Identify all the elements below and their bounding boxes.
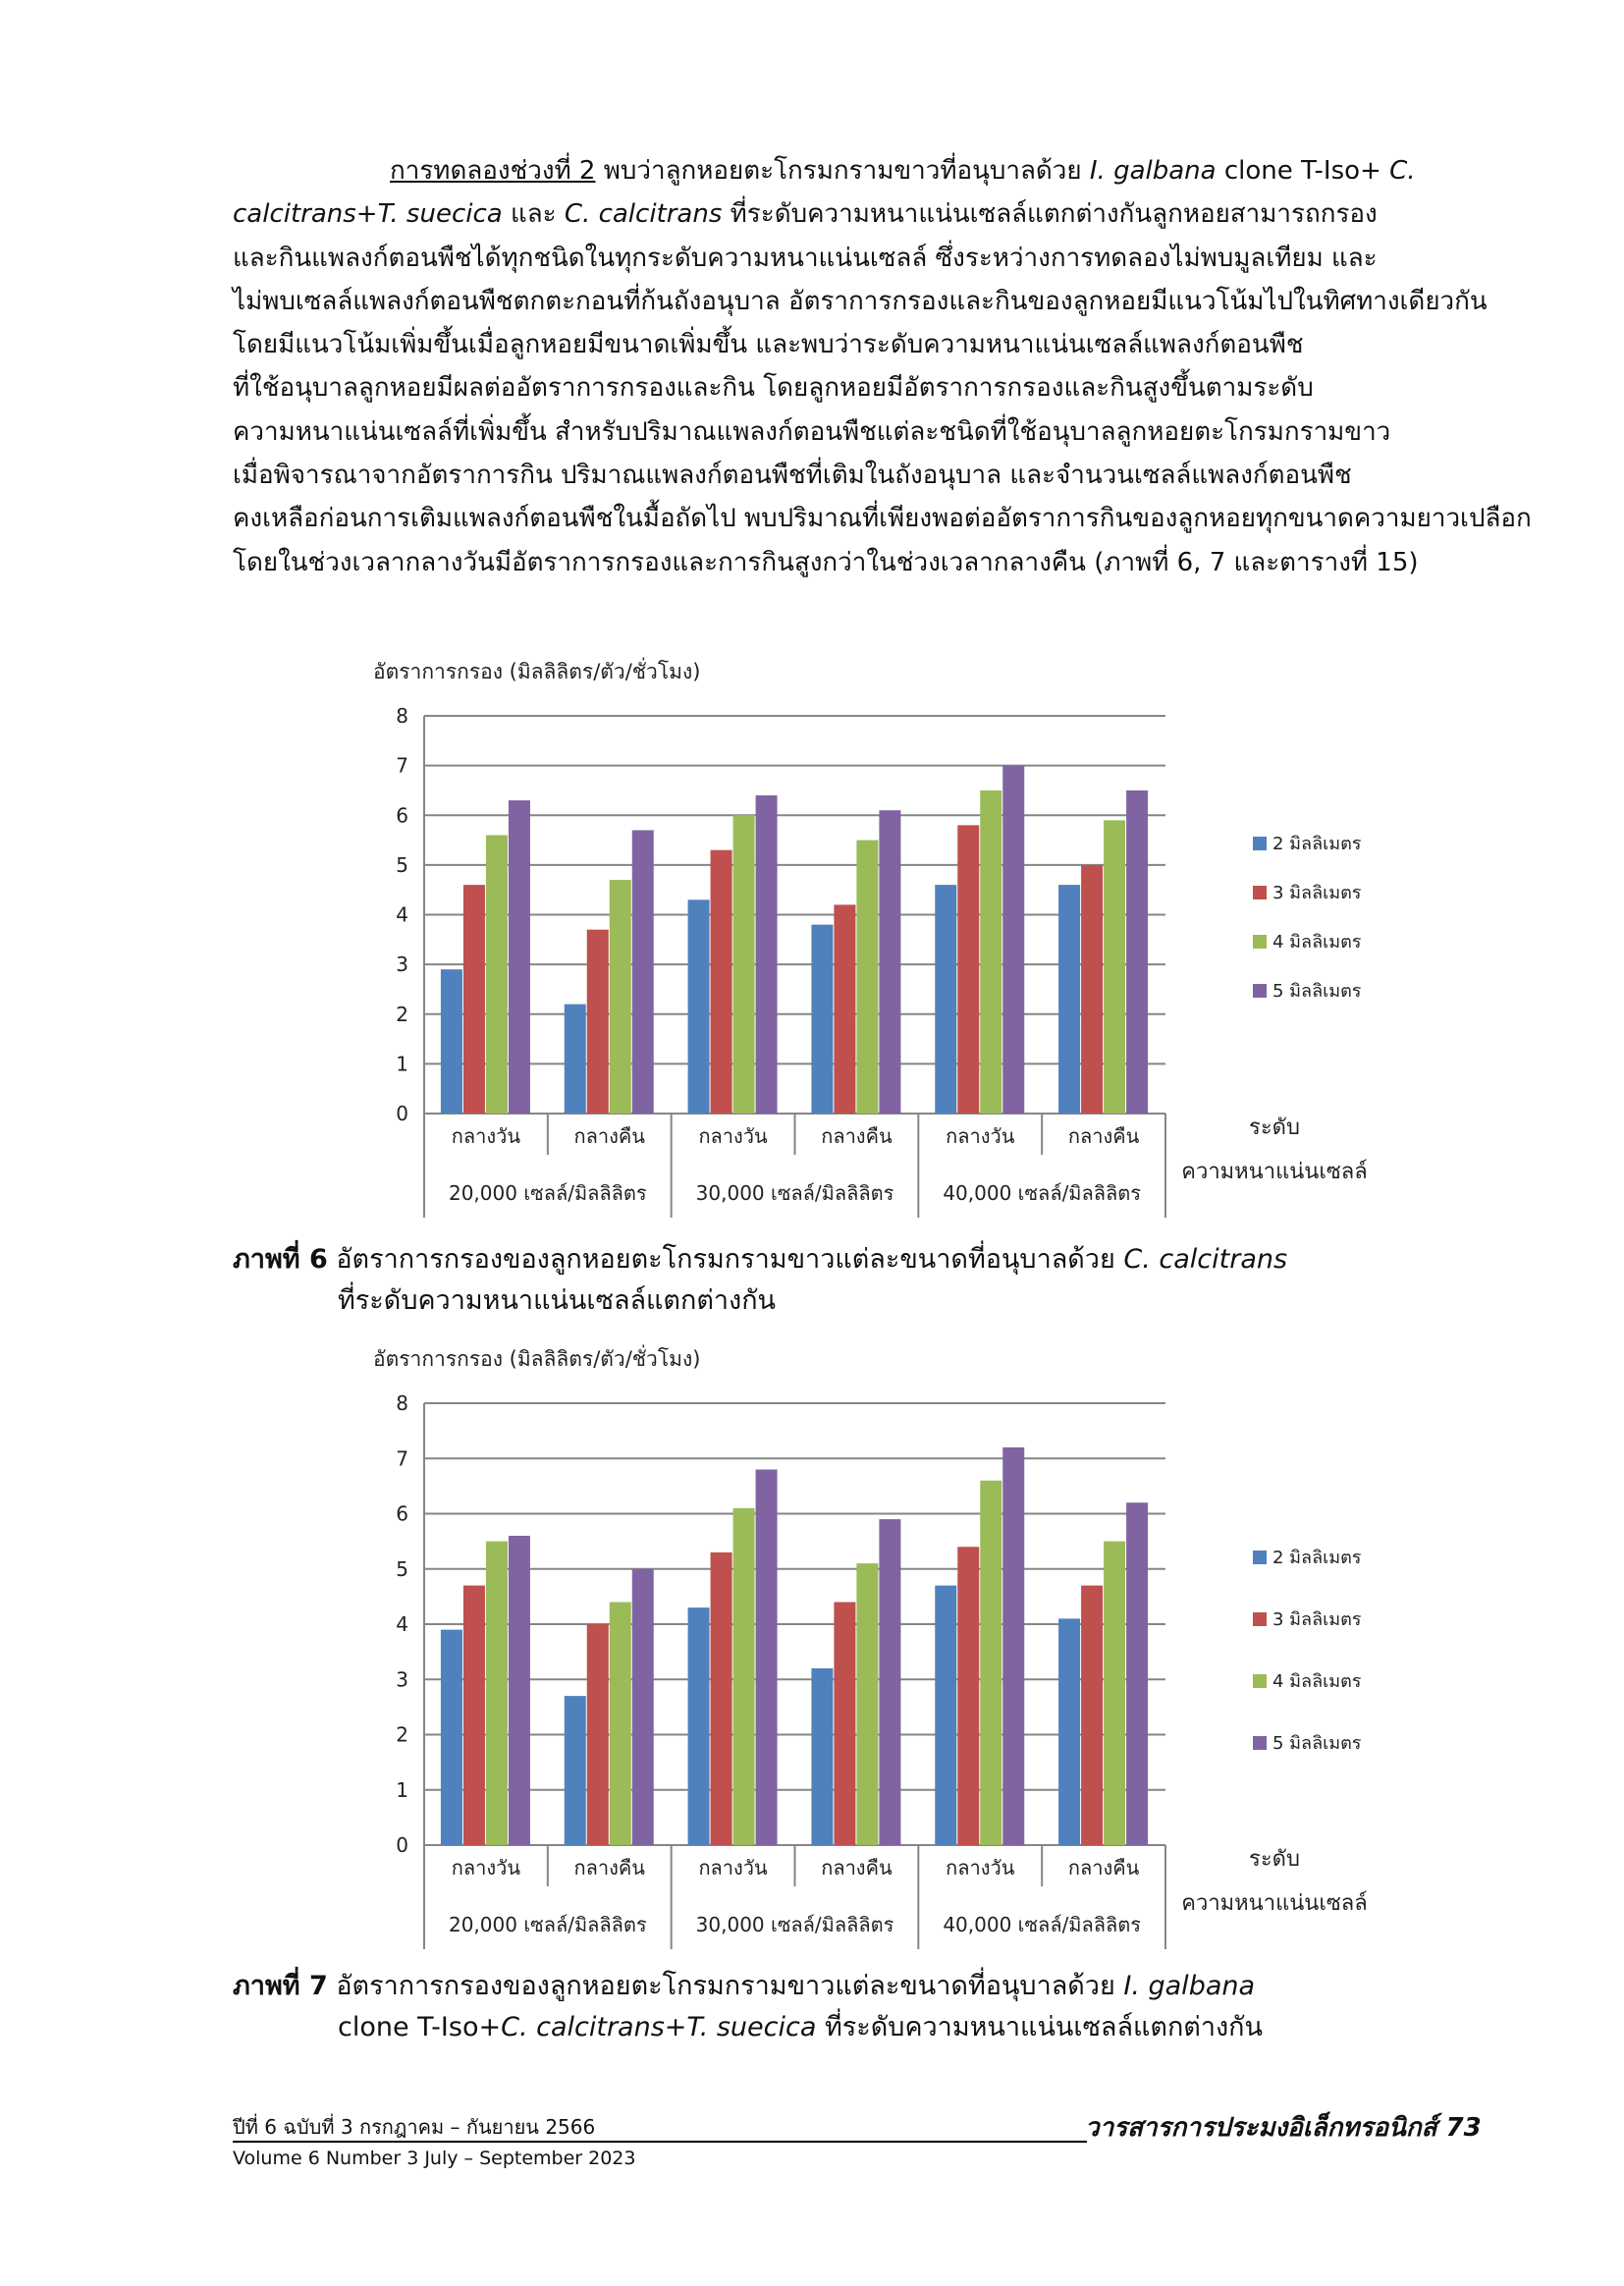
- bar: [441, 1630, 462, 1845]
- bar: [935, 885, 956, 1114]
- category-label: กลางวัน: [451, 1856, 521, 1879]
- species-name: C. calcitrans: [564, 199, 723, 230]
- paragraph-line: โดยในช่วงเวลากลางวันมีอัตราการกรองและการกินสูงกว่าในช่วงเวลากลางคืน (ภาพที่ 6, 7 และตารางที่ 15): [233, 547, 1419, 577]
- bar: [811, 1668, 833, 1845]
- paragraph-line: โดยมีแนวโน้มเพิ่มขึ้นเมื่อลูกหอยมีขนาดเพิ่มขึ้น และพบว่าระดับความหนาแน่นเซลล์แพลงก์ตอนพืช: [233, 330, 1304, 360]
- y-tick-label: 5: [396, 852, 408, 877]
- category-label: กลางคืน: [573, 1856, 645, 1879]
- legend-swatch: [1253, 1551, 1267, 1564]
- figure-6-chart: [373, 643, 1404, 1232]
- caption-line-2: [233, 2007, 1489, 2048]
- y-tick-label: 1: [396, 1777, 408, 1802]
- bar: [463, 1586, 485, 1845]
- bar: [1126, 1502, 1148, 1845]
- paragraph-text: พบว่าลูกหอยตะโกรมกรามขาวที่อนุบาลด้วย: [595, 156, 1090, 186]
- paragraph-line: ที่ใช้อนุบาลลูกหอยมีผลต่ออัตราการกรองและกิน โดยลูกหอยมีอัตราการกรองและกินสูงขึ้นตามระดับ: [233, 373, 1314, 404]
- bar-chart-svg: [373, 643, 1404, 1232]
- category-label: กลางคืน: [1067, 1856, 1140, 1879]
- bar: [587, 930, 609, 1114]
- bar: [834, 1603, 855, 1846]
- bar: [879, 810, 900, 1114]
- legend-swatch: [1253, 935, 1267, 949]
- category-label: กลางคืน: [821, 1124, 893, 1148]
- bar: [1126, 790, 1148, 1114]
- y-tick-label: 4: [396, 1612, 408, 1636]
- footer-issue-english: Volume 6 Number 3 July – September 2023: [233, 2148, 636, 2169]
- caption-label: ภาพที่ 7: [233, 1971, 328, 2001]
- bar: [509, 800, 530, 1114]
- bar: [587, 1624, 609, 1845]
- species-name: C.: [1389, 156, 1416, 186]
- bar: [610, 1603, 631, 1846]
- category-label: กลางวัน: [451, 1124, 521, 1148]
- bar: [711, 850, 732, 1114]
- bar: [1058, 885, 1080, 1114]
- paragraph-line: ไม่พบเซลล์แพลงก์ตอนพืชตกตะกอนที่ก้นถังอนุบาล อัตราการกรองและกินของลูกหอยมีแนวโน้มไปในทิศทางเดียวกัน: [233, 286, 1488, 316]
- bar: [1081, 865, 1103, 1114]
- group-label: 20,000 เซลล์/มิลลิลิตร: [448, 1913, 647, 1936]
- figure-7-caption: [233, 1966, 1489, 2048]
- bar: [756, 795, 778, 1114]
- legend-label: 4 มิลลิเมตร: [1272, 1671, 1362, 1692]
- bar: [1002, 1447, 1024, 1845]
- x-axis-label: ความหนาแน่นเซลล์: [1181, 1891, 1368, 1916]
- y-tick-label: 0: [396, 1102, 408, 1125]
- figure-7-chart: [373, 1331, 1404, 1959]
- bar-chart-svg: [373, 1331, 1404, 1959]
- bar: [486, 836, 508, 1115]
- bar: [879, 1519, 900, 1845]
- category-label: กลางวัน: [946, 1124, 1015, 1148]
- bar: [509, 1536, 530, 1845]
- bar: [441, 969, 462, 1114]
- bar: [980, 1481, 1001, 1845]
- bar: [1104, 820, 1125, 1114]
- legend-label: 5 มิลลิเมตร: [1272, 1733, 1362, 1754]
- paragraph-line: และกินแพลงก์ตอนพืชได้ทุกชนิดในทุกระดับความหนาแน่นเซลล์ ซึ่งระหว่างการทดลองไม่พบมูลเทียม และ: [233, 243, 1378, 273]
- x-axis-label: ความหนาแน่นเซลล์: [1181, 1160, 1368, 1184]
- bar: [688, 1607, 710, 1845]
- species-name: C. calcitrans+T. suecica: [501, 2012, 817, 2042]
- category-label: กลางวัน: [946, 1856, 1015, 1879]
- legend-swatch: [1253, 1736, 1267, 1750]
- bar: [811, 925, 833, 1114]
- paragraph-line-2: [233, 192, 1488, 236]
- bar: [486, 1542, 508, 1845]
- y-tick-label: 8: [396, 704, 408, 728]
- y-tick-label: 0: [396, 1833, 408, 1857]
- legend-label: 5 มิลลิเมตร: [1272, 981, 1362, 1002]
- bar: [610, 880, 631, 1114]
- bar: [856, 1563, 878, 1845]
- species-name: C. calcitrans: [1123, 1244, 1288, 1275]
- figure-6-caption: [233, 1239, 1489, 1322]
- legend-swatch: [1253, 837, 1267, 850]
- category-label: กลางคืน: [573, 1124, 645, 1148]
- group-label: 40,000 เซลล์/มิลลิลิตร: [943, 1181, 1142, 1205]
- y-tick-label: 5: [396, 1556, 408, 1581]
- bar: [957, 825, 979, 1114]
- footer-rule: [233, 2141, 1087, 2143]
- group-label: 40,000 เซลล์/มิลลิลิตร: [943, 1913, 1142, 1936]
- category-label: กลางคืน: [821, 1856, 893, 1879]
- bar: [980, 790, 1001, 1114]
- bar: [733, 1508, 755, 1845]
- bar: [632, 830, 654, 1114]
- bar: [733, 815, 755, 1114]
- y-tick-label: 4: [396, 902, 408, 927]
- paragraph-text: และ: [502, 199, 565, 230]
- y-tick-label: 7: [396, 753, 408, 778]
- bar: [1104, 1542, 1125, 1845]
- x-axis-label: ระดับ: [1249, 1116, 1300, 1140]
- bar: [834, 904, 855, 1114]
- category-label: กลางวัน: [698, 1124, 768, 1148]
- bar: [711, 1552, 732, 1845]
- y-axis-label: อัตราการกรอง (มิลลิลิตร/ตัว/ชั่วโมง): [373, 660, 701, 683]
- y-tick-label: 6: [396, 1501, 408, 1526]
- caption-text: อัตราการกรองของลูกหอยตะโกรมกรามขาวแต่ละขนาดที่อนุบาลด้วย: [327, 1244, 1124, 1275]
- species-name: I. galbana: [1089, 156, 1217, 186]
- y-tick-label: 1: [396, 1052, 408, 1076]
- bar: [1002, 766, 1024, 1114]
- caption-text: อัตราการกรองของลูกหอยตะโกรมกรามขาวแต่ละขนาดที่อนุบาลด้วย: [327, 1971, 1124, 2001]
- caption-text: ที่ระดับความหนาแน่นเซลล์แตกต่างกัน: [816, 2012, 1263, 2042]
- group-label: 20,000 เซลล์/มิลลิลิตร: [448, 1181, 647, 1205]
- caption-label: ภาพที่ 6: [233, 1244, 328, 1275]
- y-tick-label: 7: [396, 1446, 408, 1471]
- paragraph-line: ความหนาแน่นเซลล์ที่เพิ่มขึ้น สำหรับปริมาณแพลงก์ตอนพืชแต่ละชนิดที่ใช้อนุบาลลูกหอยตะโกรมกรามขาว: [233, 416, 1391, 447]
- bar: [463, 885, 485, 1114]
- footer-journal-page: วารสารการประมงอิเล็กทรอนิกส์ 73: [1085, 2113, 1482, 2143]
- legend-swatch: [1253, 1612, 1267, 1626]
- paragraph-line-1: [233, 149, 1488, 192]
- bar: [957, 1547, 979, 1845]
- bar: [688, 899, 710, 1114]
- bar: [935, 1586, 956, 1845]
- legend-label: 3 มิลลิเมตร: [1272, 883, 1362, 903]
- footer-issue-thai: ปีที่ 6 ฉบับที่ 3 กรกฎาคม – กันยายน 2566: [233, 2115, 596, 2139]
- caption-text: clone T-Iso+: [338, 2012, 502, 2042]
- y-tick-label: 6: [396, 803, 408, 828]
- group-label: 30,000 เซลล์/มิลลิลิตร: [695, 1913, 894, 1936]
- legend-swatch: [1253, 1674, 1267, 1688]
- category-label: กลางวัน: [698, 1856, 768, 1879]
- y-tick-label: 2: [396, 1722, 408, 1747]
- legend-swatch: [1253, 984, 1267, 998]
- legend-label: 4 มิลลิเมตร: [1272, 932, 1362, 952]
- paragraph-text: clone T-Iso+: [1216, 156, 1390, 186]
- legend-label: 2 มิลลิเมตร: [1272, 834, 1362, 854]
- bar: [1058, 1618, 1080, 1845]
- category-label: กลางคืน: [1067, 1124, 1140, 1148]
- bar: [565, 1696, 586, 1845]
- bar: [565, 1005, 586, 1114]
- legend-label: 2 มิลลิเมตร: [1272, 1548, 1362, 1568]
- paragraph-line: คงเหลือก่อนการเติมแพลงก์ตอนพืชในมื้อถัดไป พบปริมาณที่เพียงพอต่ออัตราการกินของลูกหอยทุกขนาดความยาวเปลือก: [233, 504, 1532, 534]
- y-axis-label: อัตราการกรอง (มิลลิลิตร/ตัว/ชั่วโมง): [373, 1347, 701, 1371]
- x-axis-label: ระดับ: [1249, 1847, 1300, 1872]
- bar: [856, 841, 878, 1114]
- section-heading: การทดลองช่วงที่ 2: [390, 156, 596, 186]
- body-paragraph: [233, 149, 1532, 584]
- legend-label: 3 มิลลิเมตร: [1272, 1609, 1362, 1630]
- legend-swatch: [1253, 886, 1267, 899]
- bar: [1081, 1586, 1103, 1845]
- y-tick-label: 2: [396, 1002, 408, 1026]
- y-tick-label: 3: [396, 1667, 408, 1692]
- y-tick-label: 8: [396, 1391, 408, 1415]
- paragraph-line: เมื่อพิจารณาจากอัตราการกิน ปริมาณแพลงก์ตอนพืชที่เติมในถังอนุบาล และจำนวนเซลล์แพลงก์ตอนพืช: [233, 461, 1352, 491]
- species-name: I. galbana: [1123, 1971, 1256, 2001]
- species-name: calcitrans+T. suecica: [233, 199, 503, 230]
- group-label: 30,000 เซลล์/มิลลิลิตร: [695, 1181, 894, 1205]
- y-tick-label: 3: [396, 952, 408, 977]
- caption-text: ที่ระดับความหนาแน่นเซลล์แตกต่างกัน: [338, 1285, 777, 1316]
- bar: [756, 1470, 778, 1846]
- bar: [632, 1569, 654, 1845]
- paragraph-text: ที่ระดับความหนาแน่นเซลล์แตกต่างกันลูกหอยสามารถกรอง: [722, 199, 1378, 230]
